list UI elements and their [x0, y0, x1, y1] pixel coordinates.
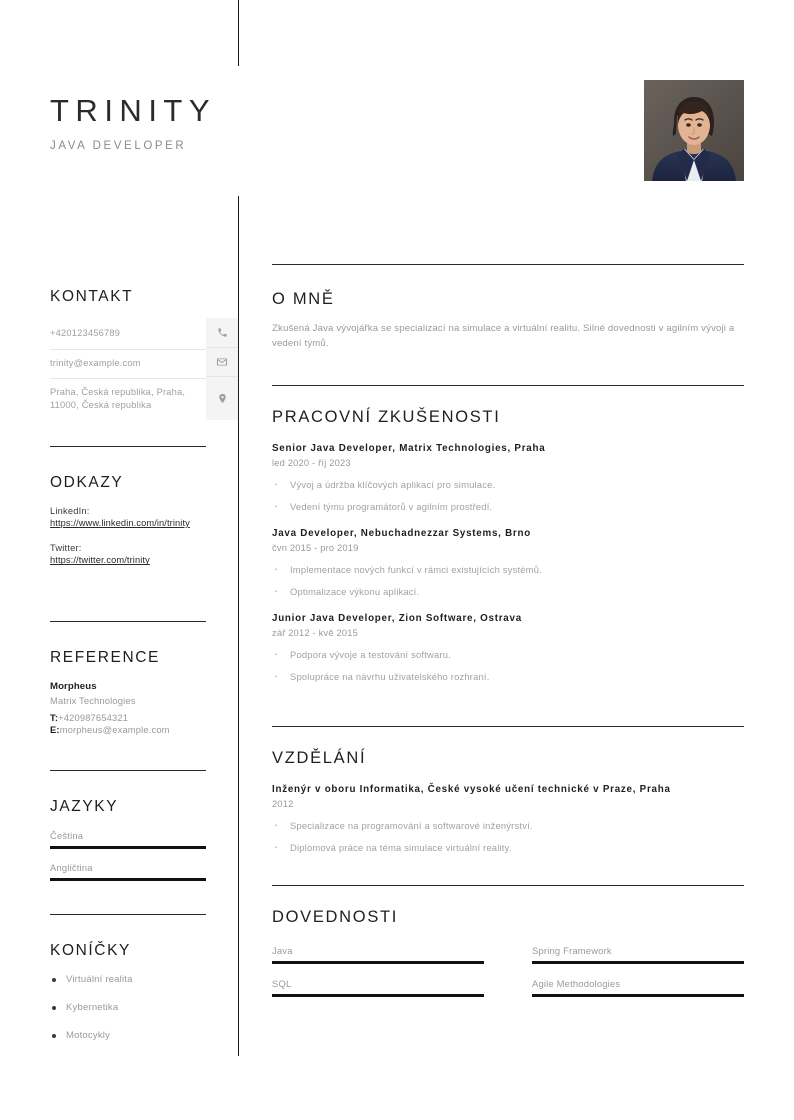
skill-level-bar: [272, 994, 484, 997]
main-rule-about: [272, 264, 744, 265]
link-group-linkedin: [50, 506, 206, 530]
language-level-bar: [50, 878, 206, 881]
skill-name: Java: [272, 945, 293, 956]
name-block: [50, 95, 260, 152]
avatar: [644, 80, 744, 181]
headshot-illustration: [644, 80, 744, 181]
twitter-url[interactable]: https://twitter.com/trinity: [50, 555, 150, 566]
education-bullet: · Diplomová práce na téma simulace virtuální reality.: [272, 842, 744, 853]
job-bullet: · Podpora vývoje a testování softwaru.: [272, 649, 744, 660]
contact-phone-text: +420123456789: [50, 328, 121, 338]
twitter-label: Twitter:: [50, 543, 82, 554]
skill-name: Agile Methodologies: [532, 978, 621, 989]
hobby-item: Virtuální realita: [50, 974, 206, 985]
vertical-divider-bottom: [238, 196, 239, 1056]
education-heading: VZDĚLÁNÍ: [272, 749, 367, 767]
reference-heading: REFERENCE: [50, 649, 160, 666]
job-bullet: · Implementace nových funkcí v rámci existujících systémů.: [272, 564, 744, 575]
education-date: 2012: [272, 799, 294, 809]
contact-list: [50, 320, 206, 419]
skill-item: [272, 945, 484, 964]
about-heading: O MNĚ: [272, 290, 335, 308]
education-section: [272, 749, 744, 853]
sidebar-rule-2: [50, 621, 206, 622]
skill-level-bar: [532, 961, 744, 964]
experience-item: [272, 528, 744, 597]
job-date: čvn 2015 - pro 2019: [272, 543, 359, 553]
education-bullet: · Specializace na programování a softwarové inženýrství.: [272, 820, 744, 831]
main-rule-skills: [272, 885, 744, 886]
sidebar-rule-4: [50, 914, 206, 915]
education-title: Inženýr v oboru Informatika, České vysoké učení technické v Praze, Praha: [272, 784, 671, 795]
language-level-bar: [50, 846, 206, 849]
experience-item: [272, 443, 744, 512]
contact-row-phone[interactable]: [50, 320, 206, 349]
skill-item: [272, 978, 484, 997]
language-item: [50, 862, 206, 881]
reference-section: [50, 649, 206, 735]
language-item: [50, 830, 206, 849]
linkedin-url[interactable]: https://www.linkedin.com/in/trinity: [50, 518, 190, 528]
skills-section: [272, 908, 744, 1011]
main-rule-experience: [272, 385, 744, 386]
contact-row-email[interactable]: [50, 349, 206, 378]
language-name: Angličtina: [50, 862, 93, 873]
contact-heading: KONTAKT: [50, 288, 134, 305]
email-icon: [206, 347, 238, 376]
sidebar: [0, 0, 238, 1120]
languages-heading: JAZYKY: [50, 798, 119, 815]
link-group-twitter: [50, 543, 206, 567]
reference-company: Matrix Technologies: [50, 695, 136, 706]
reference-phone: +420987654321: [58, 712, 129, 723]
hobbies-section: [50, 942, 206, 1058]
experience-item: [272, 613, 744, 682]
contact-icon-strip: [206, 318, 238, 420]
links-section: [50, 474, 206, 581]
skill-level-bar: [272, 961, 484, 964]
skill-level-bar: [532, 994, 744, 997]
links-heading: ODKAZY: [50, 474, 124, 491]
language-name: Čeština: [50, 830, 84, 841]
skills-heading: DOVEDNOSTI: [272, 908, 399, 926]
reference-name: Morpheus: [50, 681, 97, 692]
contact-address-text: Praha, Česká republika, Praha, 11000, Česká republika: [50, 387, 186, 411]
candidate-role: JAVA DEVELOPER: [50, 139, 187, 152]
job-bullet: · Vedení týmu programátorů v agilním prostředí.: [272, 501, 744, 512]
skill-name: SQL: [272, 978, 292, 989]
job-date: zář 2012 - kvě 2015: [272, 628, 358, 638]
education-item: [272, 784, 744, 853]
hobbies-heading: KONÍČKY: [50, 942, 131, 959]
about-section: [272, 290, 744, 352]
candidate-name: TRINITY: [50, 93, 217, 128]
linkedin-label: LinkedIn:: [50, 506, 90, 516]
main-rule-education: [272, 726, 744, 727]
skill-name: Spring Framework: [532, 945, 612, 956]
experience-section: [272, 408, 744, 682]
languages-section: [50, 798, 206, 894]
phone-icon: [206, 318, 238, 347]
hobby-item: Kybernetika: [50, 1002, 206, 1013]
reference-email-label: E:: [50, 724, 60, 735]
contact-section: [50, 288, 206, 419]
job-title: Senior Java Developer, Matrix Technologies, Praha: [272, 443, 546, 454]
experience-heading: PRACOVNÍ ZKUŠENOSTI: [272, 408, 501, 426]
skill-item: [532, 978, 744, 997]
job-bullet: · Optimalizace výkonu aplikací.: [272, 586, 744, 597]
job-title: Junior Java Developer, Zion Software, Ostrava: [272, 613, 522, 624]
job-bullet: · Vývoj a údržba klíčových aplikací pro simulace.: [272, 479, 744, 490]
hobby-item: Motocykly: [50, 1030, 206, 1041]
sidebar-rule-1: [50, 446, 206, 447]
reference-email-line: [50, 724, 206, 735]
reference-phone-label: T:: [50, 712, 59, 723]
job-title: Java Developer, Nebuchadnezzar Systems, Brno: [272, 528, 531, 539]
skills-grid: [272, 945, 744, 1011]
location-icon: [206, 376, 238, 420]
job-bullet: · Spolupráce na návrhu uživatelského rozhraní.: [272, 671, 744, 682]
about-text: Zkušená Java vývojářka se specializací na simulace a virtuální realitu. Silné dovednosti v agilním vývoji a vedení týmů.: [272, 323, 735, 349]
sidebar-rule-3: [50, 770, 206, 771]
vertical-divider-top: [238, 0, 239, 66]
reference-phone-line: [50, 712, 206, 723]
reference-email: morpheus@example.com: [59, 724, 170, 735]
job-date: led 2020 - říj 2023: [272, 458, 351, 468]
skill-item: [532, 945, 744, 964]
contact-row-address[interactable]: [50, 378, 206, 419]
contact-email-text: trinity@example.com: [50, 358, 141, 368]
